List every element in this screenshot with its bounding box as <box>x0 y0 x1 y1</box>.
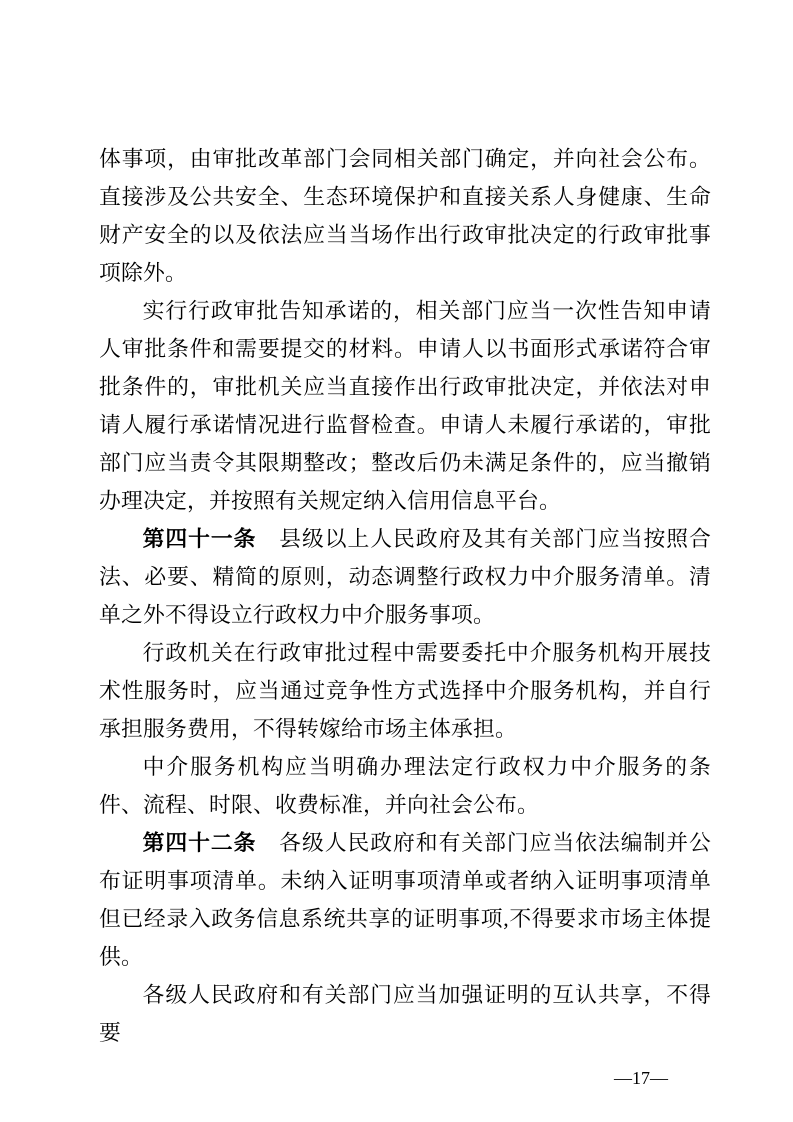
paragraph-text: 县级以上人民政府及其有关部门应当按照合法、必要、精简的原则，动态调整行政权力中介服务清单。清单之外不得设立行政权力中介服务事项。 <box>99 527 711 627</box>
paragraph <box>99 140 711 292</box>
article-number: 第四十一条 <box>142 526 257 551</box>
paragraph <box>99 748 711 824</box>
paragraph-text: 行政机关在行政审批过程中需要委托中介服务机构开展技术性服务时，应当通过竞争性方式选择中介服务机构，并自行承担服务费用，不得转嫁给市场主体承担。 <box>99 641 711 741</box>
article-number: 第四十二条 <box>142 830 257 855</box>
paragraph <box>99 824 711 976</box>
document-body <box>99 140 711 1052</box>
paragraph <box>99 292 711 520</box>
paragraph-text: 体事项，由审批改革部门会同相关部门确定，并向社会公布。直接涉及公共安全、生态环境保护和直接关系人身健康、生命财产安全的以及依法应当当场作出行政审批决定的行政审批事项除外。 <box>99 147 711 285</box>
paragraph <box>99 976 711 1052</box>
paragraph-text: 各级人民政府和有关部门应当依法编制并公布证明事项清单。未纳入证明事项清单或者纳入证明事项清单但已经录入政务信息系统共享的证明事项,不得要求市场主体提供。 <box>99 831 711 969</box>
page-number: —17— <box>614 1068 668 1088</box>
paragraph-text: 实行行政审批告知承诺的，相关部门应当一次性告知申请人审批条件和需要提交的材料。申请人以书面形式承诺符合审批条件的，审批机关应当直接作出行政审批决定，并依法对申请人履行承诺情况进行监督检查。申请人未履行承诺的，审批部门应当责令其限期整改；整改后仍未满足条件的，应当撤销办理决定，并按照有关规定纳入信用信息平台。 <box>99 299 711 513</box>
paragraph <box>99 520 711 634</box>
paragraph-text: 各级人民政府和有关部门应当加强证明的互认共享，不得要 <box>99 983 711 1045</box>
paragraph <box>99 634 711 748</box>
paragraph-text: 中介服务机构应当明确办理法定行政权力中介服务的条件、流程、时限、收费标准，并向社会公布。 <box>99 755 711 817</box>
